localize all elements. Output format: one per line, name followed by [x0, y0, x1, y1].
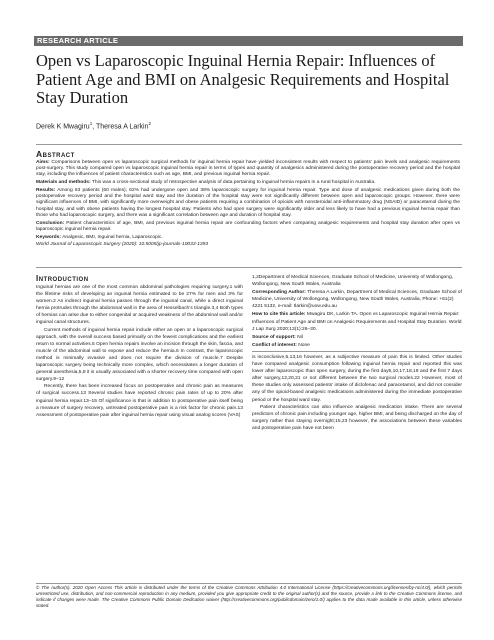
- author-name: Derek K Mwagiru: [36, 123, 90, 131]
- conflict-label: Conflict of interest:: [252, 342, 297, 348]
- source-of-support: [252, 334, 462, 341]
- methods-label: Materials and methods:: [36, 180, 91, 186]
- corresponding-text: Theresa A Larkin, Department of Medical Sciences, Graduate School of Medicine, University of Wollongong, Wollongong, New South Wales, Australia, Phone: +61(2) 4221 5132, e-mail: tlarkin@uow.edu.au: [252, 290, 462, 310]
- abstract-methods: [36, 180, 460, 186]
- introduction-heading: Introduction: [36, 274, 89, 283]
- license-footer: © The Author(s). 2020 Open Access This article is distributed under the terms of the Creative Commons Attribution 4.0 International License (https://creativecommons.org/licenses/by-nc/4.0/), which permits unrestricted use, distribution, and non-commercial reproduction in any medium, provided you give appropriate credit to the original author(s) and the source, provide a link to the Creative Commons license, and indicate if changes were made. The Creative Commons Public Domain Dedication waiver (http://creativecommons.org/publicdomain/zero/1.0/) applies to the data made available in this article, unless otherwise stated.: [36, 585, 462, 608]
- abstract-body: [36, 160, 460, 250]
- author-affiliation-mark: 1: [89, 121, 93, 126]
- intro-paragraph: Recently, there has been increased focus on postoperative and chronic pain as measures of surgical success.13 Several studies have reported chronic pain rates of up to 20% after inguinal hernia repair.13–15 Of significance is that in addition to postoperative pain itself being a measure of surgery recovery, untreated postoperative pain is a risk factor for chronic pain.13 Assessment of postoperative pain after inguinal hernia repair using visual analog scores (VAS): [36, 384, 243, 418]
- keywords-text: Analgesic, BMI, Inguinal hernia, Laparoscopic.: [61, 234, 163, 240]
- abstract-aims: [36, 160, 460, 179]
- aims-text: Comparisons between open vs laparoscopic surgical methods for inguinal hernia repair have yielded inconsistent results with respect to patients’ pain levels and analgesic requirements post-surgery. This study compared open vs laparoscopic inguinal hernia repair in terms of types and quantity of analgesics administered during the postoperative recovery period and the hospital stay, including the influences of patient characteristics such as age, BMI, and previous inguinal hernia repair.: [36, 160, 460, 178]
- corresponding-label: Corresponding Author:: [252, 290, 306, 296]
- corresponding-author: [252, 289, 462, 310]
- conclusion-label: Conclusion:: [36, 220, 65, 226]
- abstract-section: [36, 144, 462, 268]
- results-label: Results:: [36, 188, 56, 193]
- left-column: [36, 274, 243, 419]
- body-paragraph: is inconclusive,5,13,16 however, as a subjective measure of pain this is limited. Other studies have compared analgesic consumption following inguinal hernia repair and reported this was lower after laparoscopic than open surgery, during the first day5,10,17,18,19 and the first 7 days after surgery,12,20,21 or not different between the two surgical modes.22 However, most of these studies only assessed patients’ intake of diclofenac and paracetamol, and did not consider any of the opioid-based analgesic medications administered during the immediate postoperative period or the hospital ward stay.: [252, 354, 462, 403]
- author-line: [36, 121, 151, 130]
- journal-reference: [36, 242, 460, 248]
- article-type-banner: RESEARCH ARTICLE: [34, 36, 463, 46]
- abstract-keywords: [36, 235, 460, 241]
- results-text: Among 63 patients (60 males), 62% had undergone open and 38% laparoscopic surgery for inguinal hernia repair. Type and dose of analgesic medications given during both the postoperative recovery period and the hospital ward stay and the duration of the hospital stay were not significantly different between open and laparoscopic groups. However, there were significant influences of BMI, with significantly more overweight and obese patients requiring a combination of opioids with nonsteroidal anti-inflammatory drug (NSAID) or paracetamol during the hospital stay, and with obese patients having the longest hospital stay. Patients who had open surgery were significantly older and less likely to have had a previous inguinal hernia repair than those who had laparoscopic surgery, and there was a significant correlation between age and duration of hospital stay.: [36, 188, 460, 218]
- how-to-cite: [252, 311, 462, 332]
- conclusion-text: Patient characteristics of age, BMI, and previous inguinal hernia repair are confounding factors when comparing analgesic requirements and hospital stay duration after open vs laparoscopic inguinal hernia repair.: [36, 220, 460, 232]
- abstract-conclusion: [36, 221, 460, 233]
- body-paragraph: Patient characteristics can also influence analgesic medication intake. There are several predictors of chronic pain including younger age, higher BMI, and being discharged on the day of surgery rather than staying overnight;15,23 however, the associations between these variables and postoperative pain have not been: [252, 404, 462, 431]
- author-affiliation-mark: 2: [148, 121, 152, 126]
- cite-text: Mwagiru DK, Larkin TA. Open vs Laparoscopic Inguinal Hernia Repair: Influences of Patient Age and BMI on Analgesic Requirements and Hospital Stay Duration. World J Lap Surg 2020;13(1):26–30.: [252, 312, 462, 332]
- affiliation-text: 1,2Department of Medical Sciences, Graduate School of Medicine, University of Wollongong, Wollongong, New South Wales, Australia: [252, 275, 454, 288]
- aims-label: Aims:: [36, 160, 50, 165]
- abstract-heading: Abstract: [36, 149, 75, 159]
- conflict-of-interest: [252, 342, 462, 349]
- cite-label: How to cite this article:: [252, 312, 306, 318]
- journal-reference-text: World Journal of Laparoscopic Surgery (2020): 10.5005/jp-journals-10033-1393: [36, 242, 209, 248]
- right-column: [252, 274, 462, 432]
- paper-title: Open vs Laparoscopic Inguinal Hernia Repair: Influences of Patient Age and BMI on Analgesic Requirements and Hospital Stay Duration: [36, 51, 450, 107]
- support-label: Source of support:: [252, 334, 296, 340]
- right-body: [252, 354, 462, 432]
- support-text: Nil: [295, 334, 303, 340]
- affiliations-block: [252, 274, 462, 349]
- methods-text: This was a cross-sectional study of retrospective analysis of data pertaining to inguinal hernia repairs in a rural hospital in Australia.: [90, 180, 376, 186]
- conflict-text: None: [296, 342, 310, 348]
- keywords-label: Keywords:: [36, 234, 62, 240]
- author-separator: ,: [92, 123, 96, 131]
- intro-paragraph: Current methods of inguinal hernia repair include either an open or a laparoscopic surgical approach, with the overall success based primarily on the fewest complications and the earliest return to normal activities.5 Open hernia repairs involve an incision through the skin, fascia, and muscle of the abdominal wall to expose and reduce the hernia.6 In contrast, the laparoscopic method is minimally invasive and does not require the division of muscle.7 Despite laparoscopic surgery being technically more complex, which necessitates a longer duration of general anesthesia,5,8 it is usually associated with a shorter recovery time compared with open surgery.9–12: [36, 327, 243, 383]
- divider: [252, 351, 462, 352]
- author-name: Theresa A Larkin: [95, 123, 149, 131]
- abstract-results: [36, 188, 460, 219]
- intro-paragraph: Inguinal hernias are one of the most common abdominal pathologies requiring surgery,1 with the lifetime risks of developing an inguinal hernia estimated to be 27% for men and 3% for women.2 An indirect inguinal hernia passes through the inguinal canal, while a direct inguinal hernia protrudes through the abdominal wall in the area of Hesselbach’s triangle.3,4 Both types of hernias can arise due to either congenital or acquired weakness of the abdominal wall and/or inguinal canal structures.: [36, 285, 243, 326]
